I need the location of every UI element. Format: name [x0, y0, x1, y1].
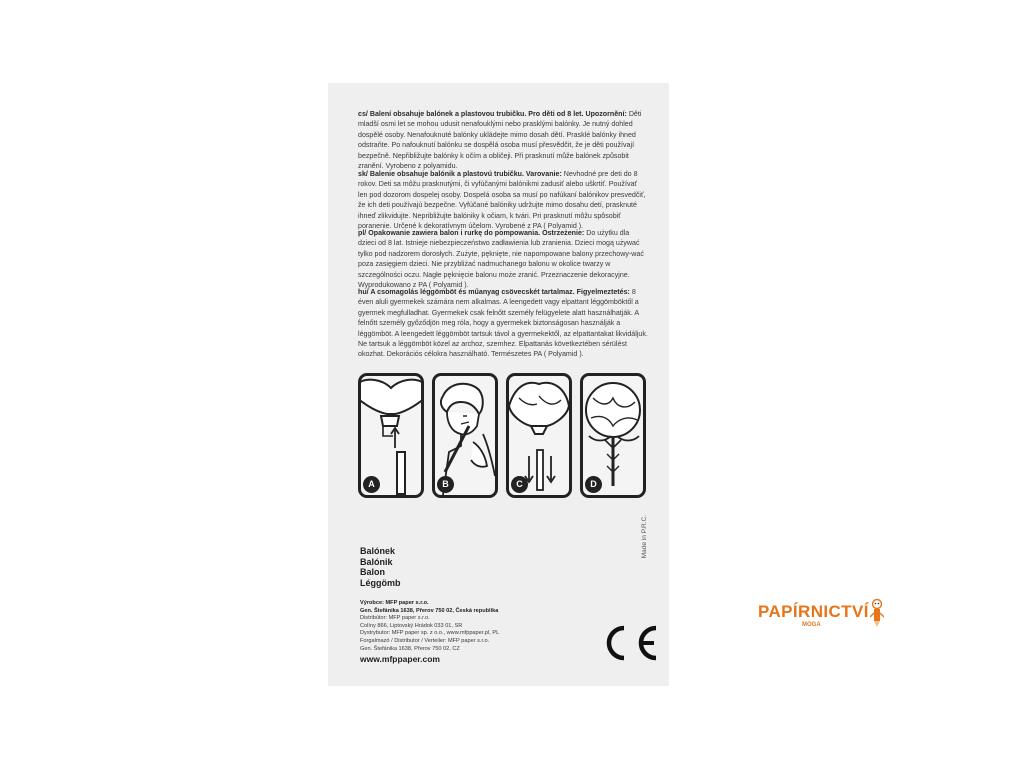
producer-line-7: Gen. Štefánika 1638, Přerov 750 02, CZ	[360, 645, 460, 652]
warning-pl-body: Do użytku dla dzieci od 8 lat. Istnieje niebezpieczeństwo zadławienia lub zranienia. Dzieci mogą używać tylko pod nadzorem dorosłych. Zużyte, pęknięte, nie napompowane balony przechowy-wać poza zasięgiem dzieci. Nie przybliżać nadmuchanego balonu w okolice twarzy w szczególności oczu. Nagłe pęknięcie balonu może zranić. Przeznaczenie dekoracyjne. Wyprodukowano z PA ( Polyamid ).	[358, 229, 644, 290]
warning-pl	[358, 228, 648, 290]
panel-c-badge: C	[511, 476, 528, 493]
warning-pl-lead: pl/ Opakowanie zawiera balon i rurkę do pompowania. Ostrzeżenie:	[358, 229, 585, 237]
website-link: www.mfppaper.com	[360, 654, 440, 664]
warning-cs	[358, 109, 648, 171]
instruction-panel-a	[358, 373, 424, 498]
instruction-panel-c	[506, 373, 572, 498]
producer-info	[360, 600, 499, 653]
panel-b-badge: B	[437, 476, 454, 493]
pencil-mascot-icon	[870, 598, 884, 628]
product-name-sk: Balónik	[360, 556, 393, 567]
shop-logo	[758, 600, 888, 634]
warning-sk-body: Nevhodné pre deti do 8 rokov. Deti sa môžu prasknutými, či vyfúčanými balónikmi zadusiť alebo uškrtiť. Používať len pod dozorom dospelej osoby. Dospelá osoba sa musí po nafúkaní balónikov presvedčiť, že ich deti používajú bezpečne. Vyfúčané balóniky udržujte mimo dosahu detí, prasknuté ihneď zlikvidujte. Nepribližujte balóniky k očiam, k tvári. Pri prasknutí môžu spôsobiť poranenie. Určené k dekoratívnym účelom. Vyrobené z PA ( Polyamid ).	[358, 170, 646, 231]
producer-line-3: Distribútor: MFP paper s.r.o.	[360, 615, 430, 622]
panel-d-badge: D	[585, 476, 602, 493]
producer-line-4: Colíny 866, Liptovský Hrádok 033 01, SR	[360, 622, 463, 629]
shop-logo-name: PAPÍRNICTVÍ	[758, 602, 869, 621]
warning-sk-lead: sk/ Balenie obsahuje balónik a plastovú trubičku. Varovanie:	[358, 170, 562, 178]
ce-mark-icon	[598, 624, 660, 662]
product-label-card	[328, 83, 669, 686]
warning-cs-lead: cs/ Balení obsahuje balónek a plastovou trubičku. Pro děti od 8 let. Upozornění:	[358, 110, 627, 118]
shop-logo-sub: MOGA	[802, 622, 821, 628]
instruction-panels	[358, 373, 658, 499]
instruction-panel-b	[432, 373, 498, 498]
warning-hu-body: 8 éven aluli gyermekek számára nem alkalmas. A leengedett vagy elpattant léggömböktől a gyermek megfulladhat. Gyermekek csak felnőtt személy felügyelete alatt használhatják. A felnőtt személy győződjön meg róla, hogy a gyermekek biztonságosan használják a léggömböt. A leengedett léggömböt tartsuk távol a gyermekektől, az elpattantakat likvidáljuk. Ne tartsuk a léggömböt közel az archoz, szemhez. Elpattanás következtében sérülést okozhat. Dekorációs célokra használható. Természetes PA ( Polyamid ).	[358, 288, 648, 359]
product-names	[360, 546, 401, 588]
made-in-label: Made in P.R.C.	[641, 515, 648, 559]
producer-line-6: Forgalmazó / Distributor / Verteiler: MFP paper s.r.o.	[360, 637, 490, 644]
product-name-hu: Léggömb	[360, 577, 401, 588]
warning-cs-body: Děti mladší osmi let se mohou udusit nenafouklými nebo prasklými balónky. Je nutný dohled dospělé osoby. Nenafouknuté balónky ukládejte mimo dosah dětí. Prasklé balónky ihned odstraňte. Po nafouknutí balónku se dospělá osoba musí přesvědčit, že je děti používají bezpečně. Nepřibližujte balónky k očím a obličeji. Při prasknutí může balónek způsobit zranění. Vyrobeno z polyamidu.	[358, 110, 642, 171]
product-name-cs: Balónek	[360, 546, 396, 556]
instruction-panel-d	[580, 373, 646, 498]
product-name-pl: Balon	[360, 567, 386, 577]
producer-line-5: Dystrybutor: MFP paper sp. z o.o., www.mfppaper.pl, PL	[360, 630, 500, 637]
producer-line-1: Výrobce: MFP paper s.r.o.	[360, 600, 429, 606]
warning-sk	[358, 169, 648, 231]
warning-hu	[358, 287, 648, 360]
panel-a-badge: A	[363, 476, 380, 493]
warning-hu-lead: hu/ A csomagolás léggömböt és műanyag csövecskét tartalmaz. Figyelmeztetés:	[358, 288, 630, 296]
producer-line-2: Gen. Štefánika 1638, Přerov 750 02, Česká republika	[360, 607, 499, 614]
